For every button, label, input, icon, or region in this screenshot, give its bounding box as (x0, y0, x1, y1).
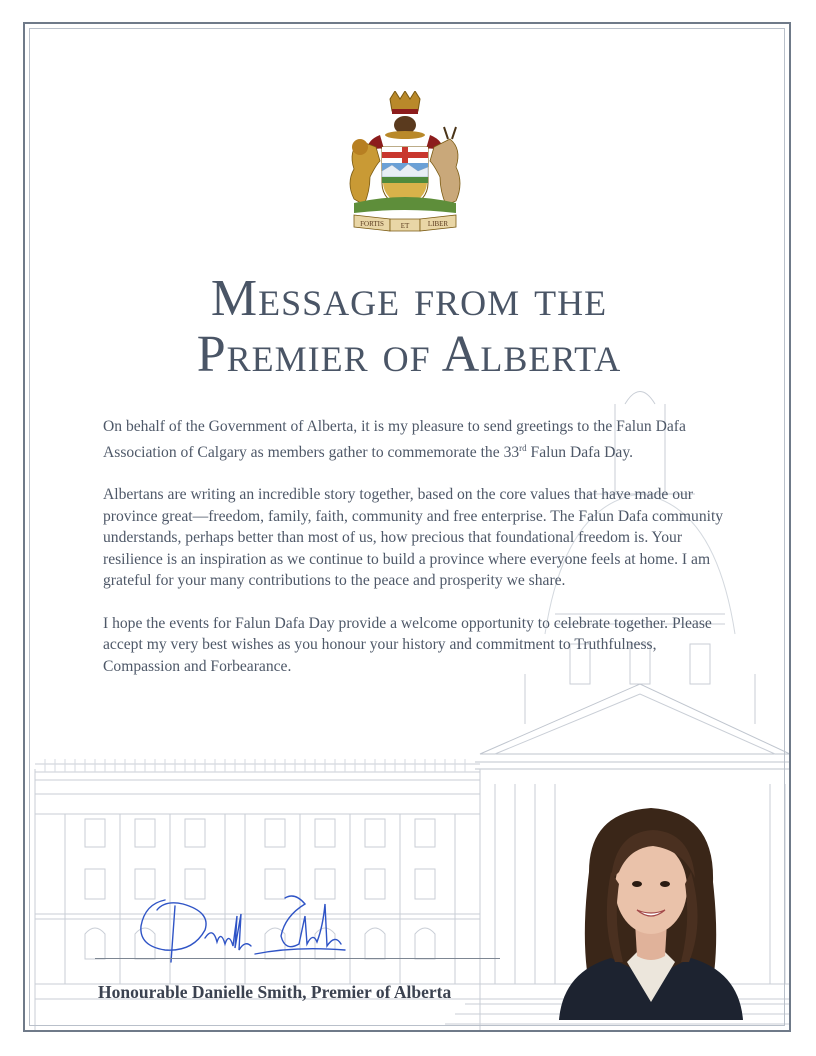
motto-left: FORTIS (360, 220, 384, 228)
paragraph-1-end: Falun Dafa Day. (526, 443, 634, 461)
day-number: 33 (503, 443, 520, 461)
premier-portrait (549, 802, 752, 1020)
motto-mid: ET (400, 222, 410, 230)
motto-right: LIBER (427, 220, 449, 228)
title-line-2: Premier of Alberta (196, 326, 622, 383)
paragraph-2: Albertans are writing an incredible story together, based on the core values that have made our province great—freedom, family, faith, community and free enterprise. The Falun Dafa community understands, perhaps better than most of us, how precious that foundational freedom is. Your resilience is an inspiration as we continue to build a province where everyone feels at home. I am grateful for your many contributions to the peace and prosperity we share. (103, 486, 724, 590)
certificate-frame (23, 22, 791, 1032)
paragraph-3: I hope the events for Falun Dafa Day provide a welcome opportunity to celebrate together. Please accept my very best wishes as you honour your history and commitment to Truthfulness, Compassion and Forbearance. (103, 614, 712, 675)
handwritten-signature (135, 886, 355, 976)
signature-caption: Honourable Danielle Smith, Premier of Alberta (98, 982, 452, 1002)
page-title (25, 271, 791, 383)
ordinal-suffix: rd (519, 442, 527, 453)
paragraph-1 (103, 416, 728, 463)
signature-line (95, 958, 500, 959)
paragraph-1-text: On behalf of the Government of Alberta, it is my pleasure to send greetings to the Falun Dafa Association of Calgary as members gather to commemorate the (103, 418, 686, 461)
title-line-1: Message from the (210, 270, 608, 327)
message-body (103, 416, 728, 698)
crown-icon (390, 91, 420, 114)
alberta-coat-of-arms (340, 91, 470, 236)
